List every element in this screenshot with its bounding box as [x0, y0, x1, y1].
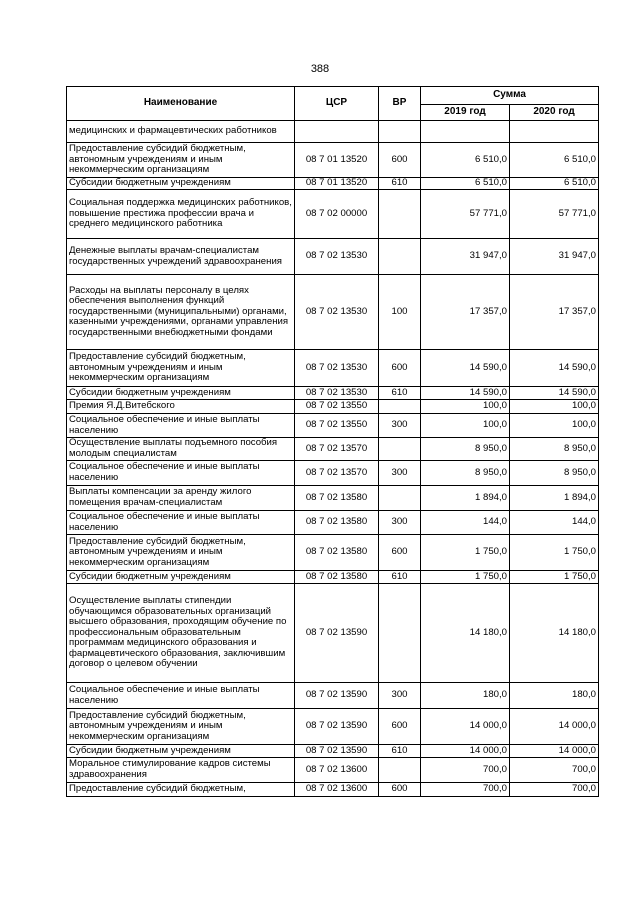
table-row — [67, 571, 599, 584]
row-2019-cell: 14 590,0 — [421, 387, 510, 400]
table-row — [67, 400, 599, 414]
row-2019-cell: 31 947,0 — [421, 239, 510, 275]
table-body — [67, 121, 599, 797]
row-name-cell: Социальная поддержка медицинских работников, повышение престижа профессии врача и среднего медицинского работника — [67, 190, 295, 239]
row-2019-cell: 700,0 — [421, 758, 510, 783]
row-name-cell: Предоставление субсидий бюджетным, автономным учреждениям и иным некоммерческим организациям — [67, 350, 295, 387]
row-vr-cell: 600 — [379, 709, 421, 745]
row-vr-cell: 600 — [379, 783, 421, 797]
row-vr-cell: 610 — [379, 571, 421, 584]
table-row — [67, 350, 599, 387]
row-2019-cell: 1 894,0 — [421, 486, 510, 511]
row-2019-cell: 8 950,0 — [421, 461, 510, 486]
row-2019-cell: 8 950,0 — [421, 438, 510, 461]
row-name-cell: Предоставление субсидий бюджетным, автономным учреждениям и иным некоммерческим организациям — [67, 535, 295, 571]
header-name: Наименование — [67, 87, 295, 121]
row-2020-cell: 144,0 — [510, 511, 599, 535]
row-csr-cell: 08 7 02 00000 — [295, 190, 379, 239]
row-name-cell: Социальное обеспечение и иные выплаты населению — [67, 414, 295, 438]
header-csr: ЦСР — [295, 87, 379, 121]
row-2019-cell: 700,0 — [421, 783, 510, 797]
row-2019-cell: 144,0 — [421, 511, 510, 535]
row-2020-cell: 1 750,0 — [510, 535, 599, 571]
row-csr-cell: 08 7 02 13590 — [295, 584, 379, 683]
row-csr-cell: 08 7 02 13570 — [295, 461, 379, 486]
row-vr-cell: 610 — [379, 178, 421, 190]
row-name-cell: Предоставление субсидий бюджетным, автономным учреждениям и иным некоммерческим организациям — [67, 709, 295, 745]
row-name-cell: Предоставление субсидий бюджетным, — [67, 783, 295, 797]
row-2020-cell: 14 000,0 — [510, 745, 599, 758]
row-2019-cell: 57 771,0 — [421, 190, 510, 239]
row-csr-cell: 08 7 02 13530 — [295, 387, 379, 400]
row-2020-cell — [510, 121, 599, 143]
table-row — [67, 143, 599, 178]
row-vr-cell: 300 — [379, 461, 421, 486]
row-2020-cell: 57 771,0 — [510, 190, 599, 239]
row-csr-cell: 08 7 01 13520 — [295, 178, 379, 190]
row-2020-cell: 1 750,0 — [510, 571, 599, 584]
row-csr-cell: 08 7 02 13550 — [295, 414, 379, 438]
row-2019-cell: 14 000,0 — [421, 709, 510, 745]
table-row — [67, 783, 599, 797]
row-2019-cell: 14 000,0 — [421, 745, 510, 758]
row-csr-cell: 08 7 02 13530 — [295, 239, 379, 275]
row-2019-cell: 14 180,0 — [421, 584, 510, 683]
table-row — [67, 178, 599, 190]
budget-table — [66, 86, 599, 797]
row-vr-cell — [379, 486, 421, 511]
row-vr-cell — [379, 584, 421, 683]
table-row — [67, 461, 599, 486]
row-2019-cell: 6 510,0 — [421, 178, 510, 190]
row-vr-cell: 600 — [379, 350, 421, 387]
row-name-cell: Субсидии бюджетным учреждениям — [67, 387, 295, 400]
row-vr-cell — [379, 239, 421, 275]
row-name-cell: Социальное обеспечение и иные выплаты населению — [67, 461, 295, 486]
row-2020-cell: 14 000,0 — [510, 709, 599, 745]
row-name-cell: Денежные выплаты врачам-специалистам государственных учреждений здравоохранения — [67, 239, 295, 275]
row-name-cell: Социальное обеспечение и иные выплаты населению — [67, 683, 295, 709]
row-csr-cell: 08 7 02 13530 — [295, 275, 379, 350]
row-2020-cell: 1 894,0 — [510, 486, 599, 511]
row-name-cell: Премия Я.Д.Витебского — [67, 400, 295, 414]
table-row — [67, 486, 599, 511]
row-csr-cell: 08 7 02 13600 — [295, 783, 379, 797]
table-row — [67, 683, 599, 709]
row-2020-cell: 6 510,0 — [510, 178, 599, 190]
row-2019-cell: 100,0 — [421, 414, 510, 438]
row-csr-cell: 08 7 02 13580 — [295, 486, 379, 511]
row-2019-cell: 6 510,0 — [421, 143, 510, 178]
row-vr-cell: 100 — [379, 275, 421, 350]
row-vr-cell: 300 — [379, 683, 421, 709]
header-vr: ВР — [379, 87, 421, 121]
row-2020-cell: 31 947,0 — [510, 239, 599, 275]
table-row — [67, 275, 599, 350]
row-csr-cell: 08 7 02 13580 — [295, 535, 379, 571]
table-row — [67, 758, 599, 783]
row-csr-cell — [295, 121, 379, 143]
row-name-cell: Субсидии бюджетным учреждениям — [67, 178, 295, 190]
row-2020-cell: 8 950,0 — [510, 461, 599, 486]
row-csr-cell: 08 7 02 13580 — [295, 571, 379, 584]
row-2020-cell: 180,0 — [510, 683, 599, 709]
row-2019-cell: 1 750,0 — [421, 571, 510, 584]
row-2020-cell: 6 510,0 — [510, 143, 599, 178]
row-csr-cell: 08 7 02 13530 — [295, 350, 379, 387]
table-row — [67, 239, 599, 275]
table-row — [67, 414, 599, 438]
row-vr-cell: 300 — [379, 414, 421, 438]
row-2020-cell: 100,0 — [510, 414, 599, 438]
table-row — [67, 511, 599, 535]
row-name-cell: Осуществление выплаты стипендии обучающимся образовательных организаций высшего образования, проходящим обучение по профессиональным образовательным программам медицинского образования и фармацевтического образования, заключившим договор о целевом обучении — [67, 584, 295, 683]
row-vr-cell: 600 — [379, 535, 421, 571]
row-2019-cell: 14 590,0 — [421, 350, 510, 387]
row-vr-cell: 300 — [379, 511, 421, 535]
row-name-cell: Предоставление субсидий бюджетным, автономным учреждениям и иным некоммерческим организациям — [67, 143, 295, 178]
header-sum: Сумма — [421, 87, 599, 105]
row-2020-cell: 700,0 — [510, 758, 599, 783]
row-name-cell: Субсидии бюджетным учреждениям — [67, 571, 295, 584]
row-vr-cell — [379, 121, 421, 143]
row-vr-cell — [379, 190, 421, 239]
table-row — [67, 438, 599, 461]
row-csr-cell: 08 7 02 13590 — [295, 683, 379, 709]
row-csr-cell: 08 7 02 13590 — [295, 745, 379, 758]
row-vr-cell: 610 — [379, 387, 421, 400]
header-year-2019: 2019 год — [421, 105, 510, 121]
row-vr-cell: 600 — [379, 143, 421, 178]
table-row — [67, 584, 599, 683]
row-2020-cell: 8 950,0 — [510, 438, 599, 461]
row-2019-cell: 100,0 — [421, 400, 510, 414]
row-name-cell: Осуществление выплаты подъемного пособия молодым специалистам — [67, 438, 295, 461]
row-name-cell: Моральное стимулирование кадров системы здравоохранения — [67, 758, 295, 783]
row-2019-cell: 180,0 — [421, 683, 510, 709]
row-2020-cell: 14 590,0 — [510, 387, 599, 400]
row-name-cell: Социальное обеспечение и иные выплаты населению — [67, 511, 295, 535]
row-name-cell: Выплаты компенсации за аренду жилого помещения врачам-специалистам — [67, 486, 295, 511]
row-name-cell: Расходы на выплаты персоналу в целях обеспечения выполнения функций государственными (муниципальными) органами, казенными учреждениями, органами управления государственными внебюджетными фондами — [67, 275, 295, 350]
table-row — [67, 535, 599, 571]
row-2020-cell: 700,0 — [510, 783, 599, 797]
row-2019-cell — [421, 121, 510, 143]
row-csr-cell: 08 7 02 13580 — [295, 511, 379, 535]
row-name-cell: Субсидии бюджетным учреждениям — [67, 745, 295, 758]
table-row — [67, 745, 599, 758]
row-vr-cell — [379, 438, 421, 461]
row-2020-cell: 14 590,0 — [510, 350, 599, 387]
row-vr-cell: 610 — [379, 745, 421, 758]
row-csr-cell: 08 7 02 13590 — [295, 709, 379, 745]
row-csr-cell: 08 7 01 13520 — [295, 143, 379, 178]
row-csr-cell: 08 7 02 13550 — [295, 400, 379, 414]
row-name-cell: медицинских и фармацевтических работников — [67, 121, 295, 143]
row-csr-cell: 08 7 02 13600 — [295, 758, 379, 783]
row-2020-cell: 100,0 — [510, 400, 599, 414]
table-row — [67, 709, 599, 745]
row-vr-cell — [379, 758, 421, 783]
row-csr-cell: 08 7 02 13570 — [295, 438, 379, 461]
table-row — [67, 387, 599, 400]
header-year-2020: 2020 год — [510, 105, 599, 121]
row-vr-cell — [379, 400, 421, 414]
table-row — [67, 190, 599, 239]
row-2020-cell: 17 357,0 — [510, 275, 599, 350]
row-2019-cell: 1 750,0 — [421, 535, 510, 571]
row-2019-cell: 17 357,0 — [421, 275, 510, 350]
table-row — [67, 121, 599, 143]
row-2020-cell: 14 180,0 — [510, 584, 599, 683]
page-number: 388 — [310, 63, 330, 75]
